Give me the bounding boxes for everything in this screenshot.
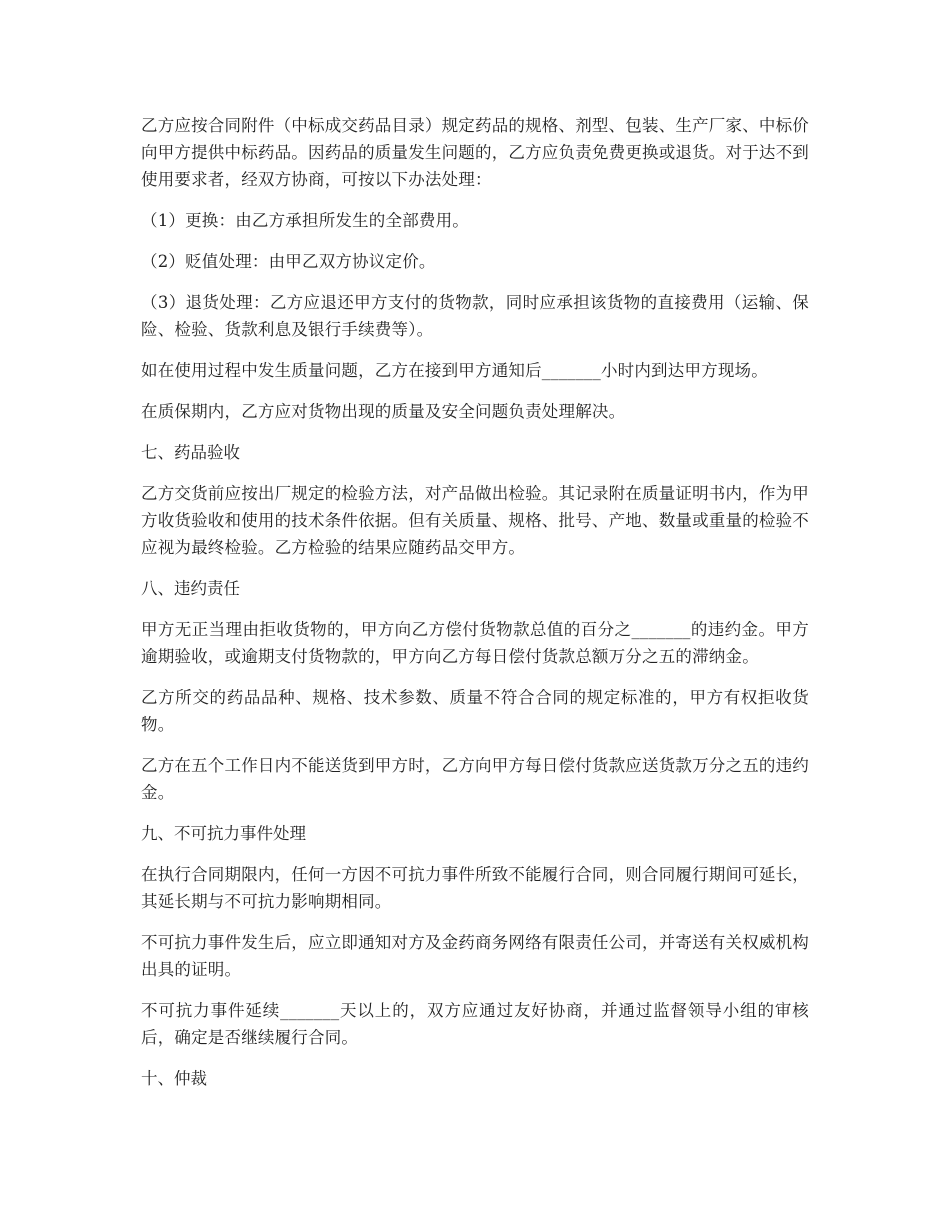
paragraph-force-majeure-duration: 不可抗力事件延续_______天以上的，双方应通过友好协商，并通过监督领导小组的审核后，确定是否继续履行合同。 [141,1001,809,1047]
paragraph-option-replace: （1）更换：由乙方承担所发生的全部费用。 [141,211,469,230]
paragraph-option-depreciation: （2）贬值处理：由甲乙双方协议定价。 [141,252,436,271]
paragraph-force-majeure-extension: 在执行合同期限内，任何一方因不可抗力事件所致不能履行合同，则合同履行期间可延长，其延长期与不可抗力影响期相同。 [141,865,809,911]
paragraph-buyer-liability: 甲方无正当理由拒收货物的，甲方向乙方偿付货物款总值的百分之_______的违约金。甲方逾期验收，或逾期支付货物款的，甲方向乙方每日偿付货款总额万分之五的滞纳金。 [141,620,809,666]
section-heading-inspection: 七、药品验收 [141,443,240,462]
paragraph-force-majeure-notice: 不可抗力事件发生后，应立即通知对方及金药商务网络有限责任公司，并寄送有关权威机构出具的证明。 [141,933,809,979]
paragraph-option-return: （3）退货处理：乙方应退还甲方支付的货物款，同时应承担该货物的直接费用（运输、保险、检验、货款利息及银行手续费等）。 [141,293,809,339]
paragraph-inspection: 乙方交货前应按出厂规定的检验方法，对产品做出检验。其记录附在质量证明书内，作为甲方收货验收和使用的技术条件依据。但有关质量、规格、批号、产地、数量或重量的检验不应视为最终检验。乙方检验的结果应随药品交甲方。 [141,484,809,557]
paragraph-late-delivery: 乙方在五个工作日内不能送货到甲方时，乙方向甲方每日偿付货款应送货款万分之五的违约金。 [141,756,809,802]
section-heading-force-majeure: 九、不可抗力事件处理 [141,824,306,843]
paragraph-quality-replacement: 乙方应按合同附件（中标成交药品目录）规定药品的规格、剂型、包装、生产厂家、中标价向甲方提供中标药品。因药品的质量发生问题的，乙方应负责免费更换或退货。对于达不到使用要求者，经双方协商，可按以下办法处理： [141,116,809,189]
paragraph-warranty-period: 在质保期内，乙方应对货物出现的质量及安全问题负责处理解决。 [141,402,626,421]
document-page [141,112,809,1106]
section-heading-liability: 八、违约责任 [141,579,240,598]
paragraph-reject-goods: 乙方所交的药品品种、规格、技术参数、质量不符合合同的规定标准的，甲方有权拒收货物。 [141,688,809,734]
section-heading-arbitration: 十、仲裁 [141,1069,207,1088]
paragraph-onsite-response: 如在使用过程中发生质量问题，乙方在接到甲方通知后_______小时内到达甲方现场。 [141,361,768,380]
